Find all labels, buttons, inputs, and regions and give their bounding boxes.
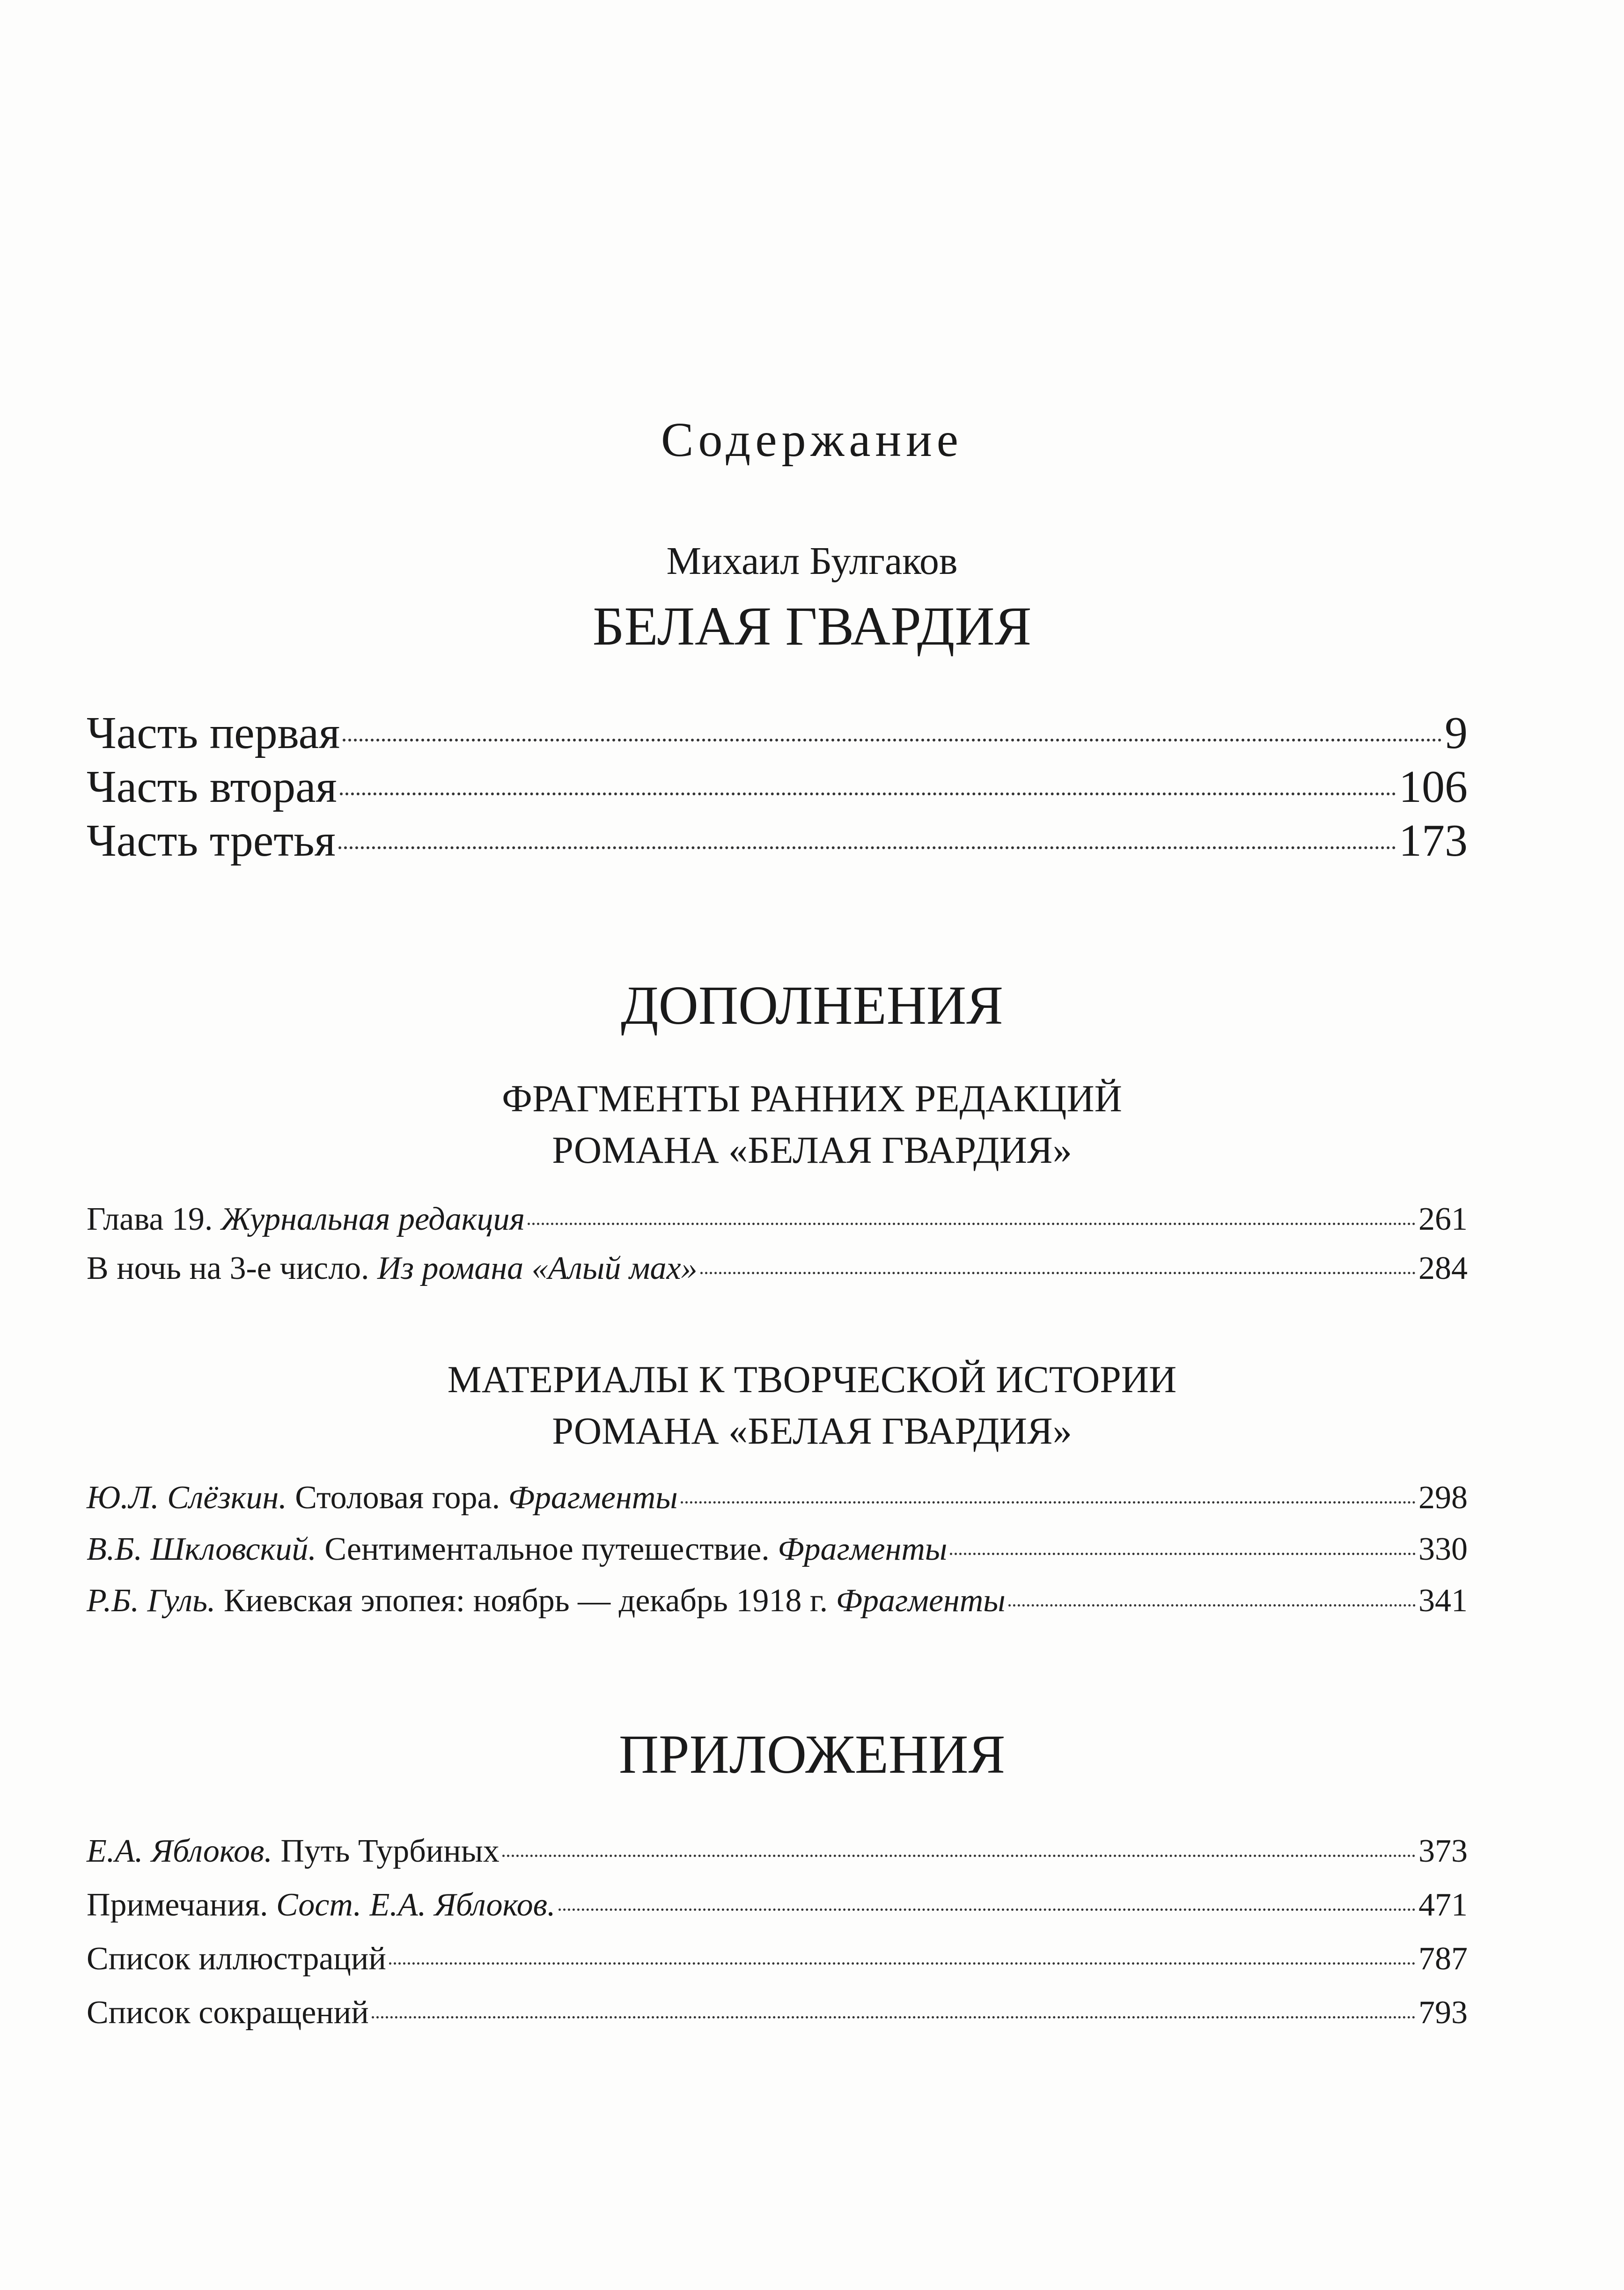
- toc-entry-page: 373: [1418, 1833, 1468, 1869]
- leader-dots: [558, 1908, 1416, 1911]
- toc-entry-author: Е.А. Яблоков.: [87, 1833, 272, 1869]
- toc-entry-page: 471: [1418, 1887, 1468, 1923]
- toc-entry-label: [87, 1582, 1006, 1620]
- toc-entry-author: В.Б. Шкловский.: [87, 1531, 316, 1567]
- contents-title: Содержание: [661, 413, 963, 467]
- toc-entry-appendix-4: [87, 1994, 1468, 2032]
- toc-entry-fragment-1: [87, 1201, 1468, 1238]
- toc-entry-part-3: [87, 815, 1468, 867]
- toc-entry-text: Глава 19.: [87, 1201, 221, 1237]
- materials-heading-line-2: РОМАНА «БЕЛАЯ ГВАРДИЯ»: [552, 1409, 1072, 1452]
- toc-entry-material-1: [87, 1479, 1468, 1517]
- toc-entry-page: 793: [1418, 1995, 1468, 2031]
- toc-entry-text: Киевская эпопея: ноябрь — декабрь 1918 г.: [215, 1583, 836, 1619]
- toc-entry-page: 284: [1418, 1250, 1468, 1286]
- toc-entry-fragment-2: [87, 1250, 1468, 1287]
- leader-dots: [343, 738, 1442, 741]
- materials-heading-line-1: МАТЕРИАЛЫ К ТВОРЧЕСКОЙ ИСТОРИИ: [447, 1358, 1177, 1401]
- toc-entry-part-2: [87, 761, 1468, 813]
- supplements-heading: ДОПОЛНЕНИЯ: [621, 975, 1003, 1036]
- leader-dots: [681, 1501, 1416, 1504]
- toc-entry-page: 787: [1418, 1941, 1468, 1977]
- fragments-heading-line-2: РОМАНА «БЕЛАЯ ГВАРДИЯ»: [552, 1129, 1072, 1171]
- toc-entry-italic: Журнальная редакция: [220, 1201, 525, 1237]
- toc-entry-label: [87, 1994, 369, 2032]
- toc-entry-italic: Из романа «Алый мах»: [377, 1250, 698, 1286]
- book-title: БЕЛАЯ ГВАРДИЯ: [592, 595, 1032, 657]
- toc-entry-note: Фрагменты: [508, 1480, 678, 1516]
- toc-entry-page: 330: [1418, 1531, 1468, 1567]
- toc-entry-page: 173: [1399, 815, 1468, 866]
- appendices-heading: ПРИЛОЖЕНИЯ: [618, 1724, 1006, 1785]
- toc-entry-label: Часть первая: [87, 708, 340, 758]
- toc-entry-page: 9: [1445, 708, 1468, 758]
- toc-entry-text: Путь Турбиных: [272, 1833, 500, 1869]
- leader-dots: [389, 1962, 1416, 1965]
- toc-entry-text: Список иллюстраций: [87, 1941, 386, 1977]
- toc-entry-page: 106: [1399, 762, 1468, 812]
- toc-entry-author: Ю.Л. Слёзкин.: [87, 1480, 287, 1516]
- toc-entry-note: Фрагменты: [778, 1531, 948, 1567]
- toc-entry-note: Фрагменты: [836, 1583, 1006, 1619]
- toc-entry-page: 298: [1418, 1480, 1468, 1516]
- author-name: Михаил Булгаков: [666, 539, 958, 583]
- toc-entry-appendix-3: [87, 1940, 1468, 1978]
- leader-dots: [338, 846, 1396, 849]
- toc-entry-text: В ночь на 3-е число.: [87, 1250, 378, 1286]
- toc-entry-page: 341: [1418, 1583, 1468, 1619]
- toc-entry-label: [87, 1201, 525, 1238]
- toc-entry-material-3: [87, 1582, 1468, 1620]
- toc-entry-label: [87, 1479, 678, 1517]
- leader-dots: [528, 1222, 1416, 1225]
- toc-entry-page: 261: [1418, 1201, 1468, 1237]
- toc-entry-label: [87, 1886, 556, 1924]
- fragments-heading-line-1: ФРАГМЕНТЫ РАННИХ РЕДАКЦИЙ: [502, 1077, 1122, 1120]
- toc-entry-author: Р.Б. Гуль.: [87, 1583, 216, 1619]
- toc-entry-part-1: [87, 707, 1468, 759]
- toc-entry-label: [87, 1250, 698, 1287]
- toc-entry-label: Часть третья: [87, 815, 336, 866]
- toc-entry-text: Список сокращений: [87, 1995, 369, 2031]
- toc-entry-note: Сост. Е.А. Яблоков.: [276, 1887, 556, 1923]
- toc-entry-text: Примечания.: [87, 1887, 277, 1923]
- toc-entry-material-2: [87, 1531, 1468, 1568]
- leader-dots: [700, 1271, 1416, 1274]
- toc-entry-label: [87, 1531, 947, 1568]
- leader-dots: [1008, 1604, 1416, 1607]
- toc-entry-label: [87, 1940, 386, 1978]
- toc-entry-appendix-1: [87, 1833, 1468, 1870]
- toc-entry-label: [87, 1833, 500, 1870]
- leader-dots: [340, 792, 1396, 795]
- toc-entry-text: Столовая гора.: [287, 1480, 508, 1516]
- leader-dots: [502, 1854, 1416, 1857]
- toc-entry-appendix-2: [87, 1886, 1468, 1924]
- toc-entry-text: Сентиментальное путешествие.: [316, 1531, 778, 1567]
- leader-dots: [950, 1552, 1416, 1555]
- toc-entry-label: Часть вторая: [87, 762, 337, 812]
- leader-dots: [372, 2016, 1416, 2018]
